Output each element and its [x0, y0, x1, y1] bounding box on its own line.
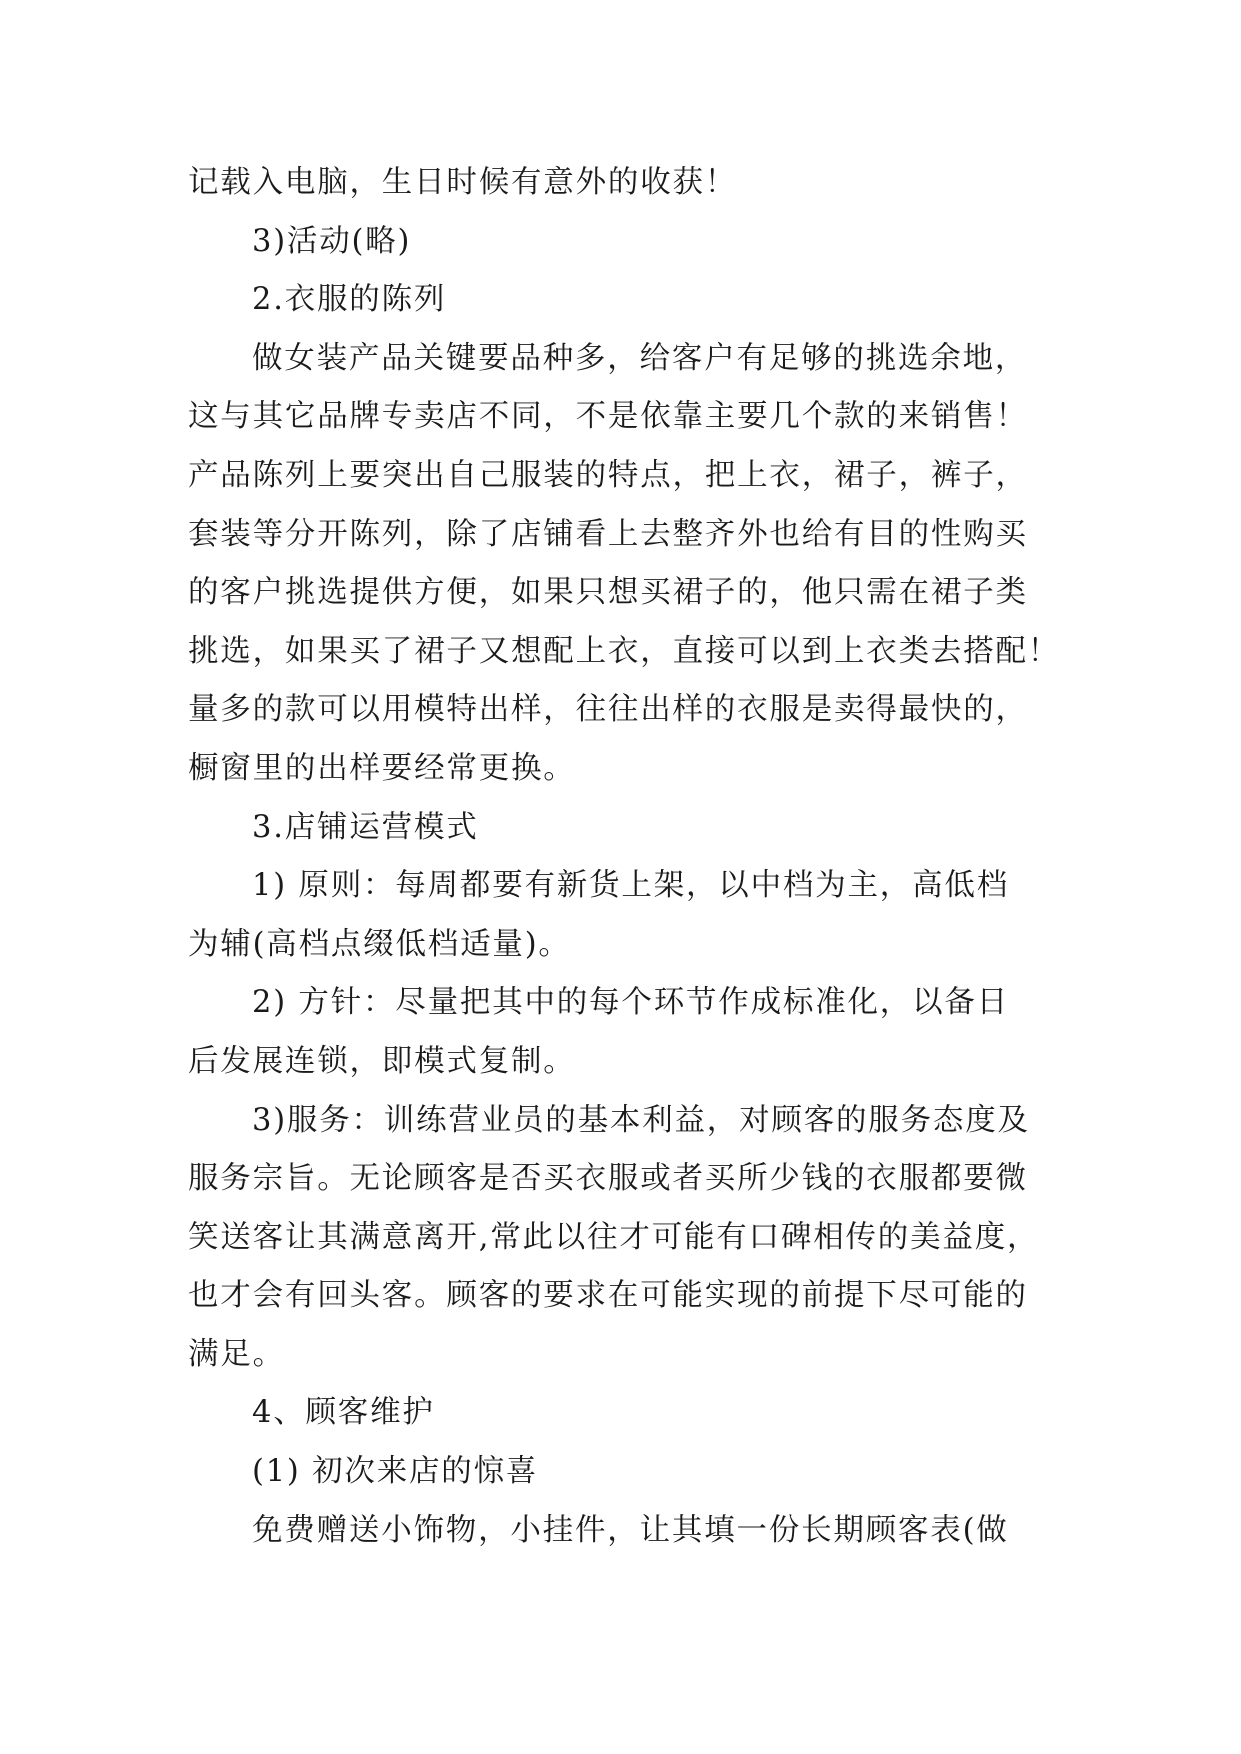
text-line: 做女装产品关键要品种多，给客户有足够的挑选余地， — [252, 340, 1028, 376]
text-line: 为辅(高档点缀低档适量)。 — [188, 926, 571, 962]
text-line: 套装等分开陈列，除了店铺看上去整齐外也给有目的性购买 — [188, 516, 1028, 552]
text-line: 笑送客让其满意离开,常此以往才可能有口碑相传的美益度， — [188, 1219, 1040, 1255]
subsection-heading: (1) 初次来店的惊喜 — [252, 1454, 539, 1490]
text-line: 免费赠送小饰物，小挂件，让其填一份长期顾客表(做 — [252, 1512, 1009, 1548]
text-line: 后发展连锁，即模式复制。 — [188, 1043, 576, 1079]
section-heading: 2.衣服的陈列 — [252, 282, 447, 318]
text-line: 这与其它品牌专卖店不同，不是依靠主要几个款的来销售！ — [188, 399, 1028, 435]
text-line: 1) 原则：每周都要有新货上架，以中档为主，高低档 — [252, 868, 1009, 904]
section-heading: 3.店铺运营模式 — [252, 809, 479, 845]
text-line: 也才会有回头客。顾客的要求在可能实现的前提下尽可能的 — [188, 1278, 1028, 1314]
text-line: 2) 方针：尽量把其中的每个环节作成标准化，以备日 — [252, 985, 1009, 1021]
section-heading: 4、顾客维护 — [252, 1395, 435, 1431]
text-line: 3)服务：训练营业员的基本利益，对顾客的服务态度及 — [252, 1102, 1030, 1138]
text-line: 产品陈列上要突出自己服装的特点，把上衣，裙子，裤子， — [188, 457, 1028, 493]
text-line: 服务宗旨。无论顾客是否买衣服或者买所少钱的衣服都要微 — [188, 1161, 1028, 1197]
text-line: 挑选，如果买了裙子又想配上衣，直接可以到上衣类去搭配！ — [188, 633, 1061, 669]
text-line: 量多的款可以用模特出样，往往出样的衣服是卖得最快的， — [188, 692, 1028, 728]
text-line: 满足。 — [188, 1336, 285, 1372]
document-body — [188, 154, 1068, 1560]
text-line: 记载入电脑，生日时候有意外的收获！ — [188, 165, 738, 200]
text-line: 的客户挑选提供方便，如果只想买裙子的，他只需在裙子类 — [188, 575, 1028, 611]
text-line: 橱窗里的出样要经常更换。 — [188, 750, 576, 786]
text-line: 3)活动(略) — [252, 223, 412, 259]
